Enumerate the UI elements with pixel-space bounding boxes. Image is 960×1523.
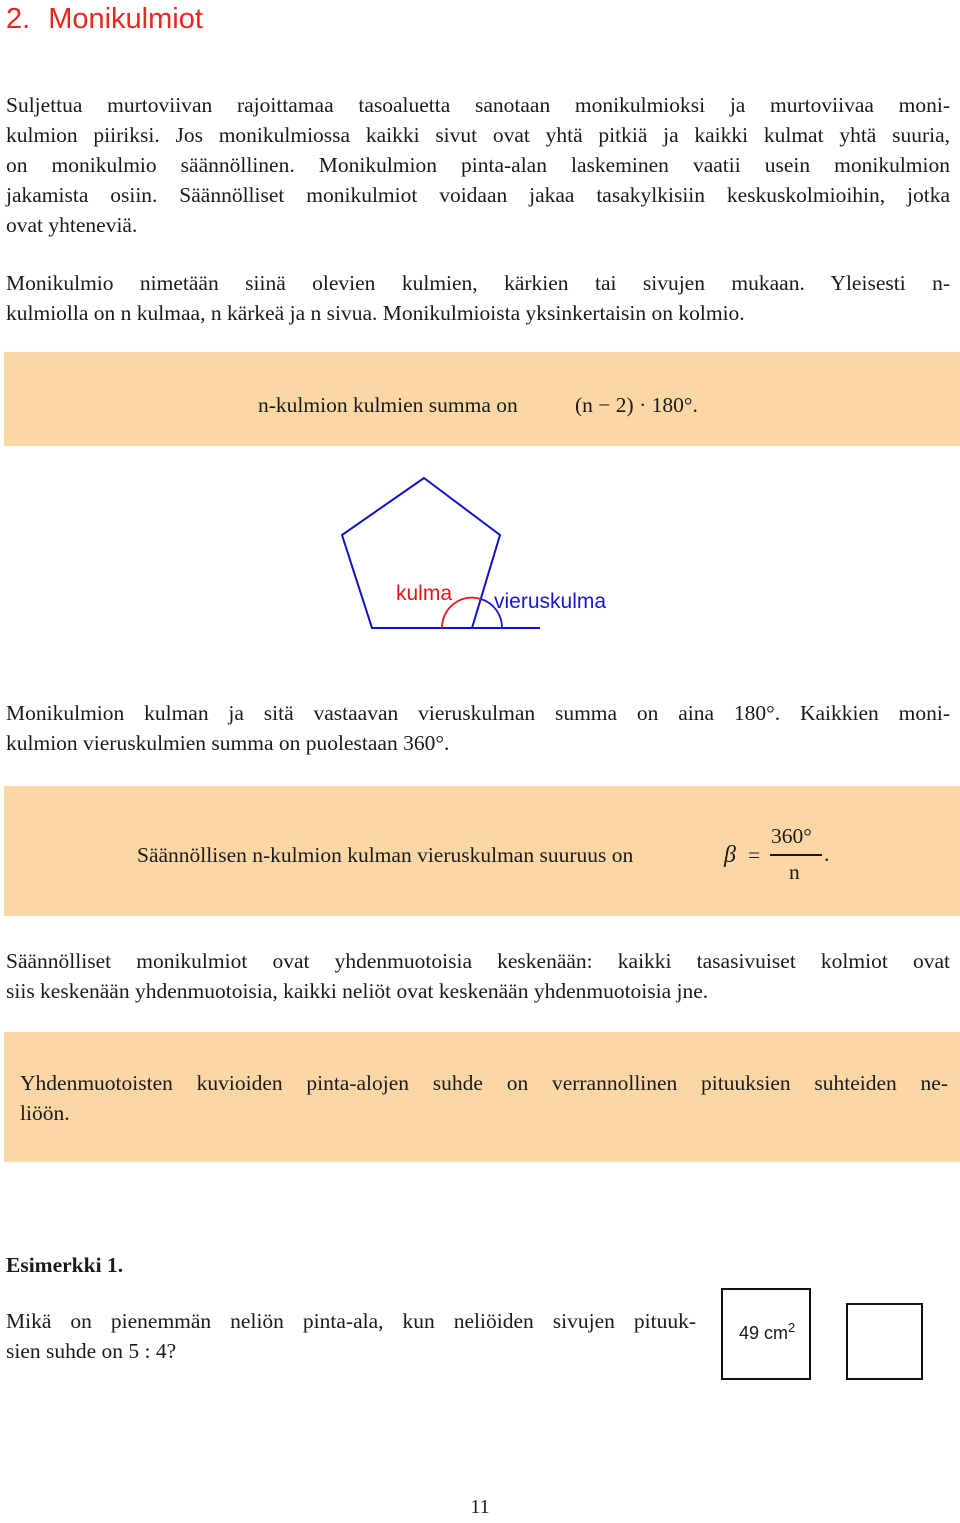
area-ratio-box	[4, 1032, 960, 1162]
fraction-denominator: n	[789, 860, 800, 884]
fraction-numerator: 360°	[771, 824, 812, 848]
naming-paragraph	[6, 268, 950, 328]
smaller-square	[846, 1303, 923, 1380]
area-ratio-line: Yhdenmuotoisten kuvioiden pinta-alojen suhde on verrannollinen pituuksien suhteiden ne-	[20, 1071, 948, 1095]
pentagon-shape	[342, 478, 500, 628]
angle-sum-box	[4, 352, 960, 446]
intro-line: Suljettua murtoviivan rajoittamaa tasoaluetta sanotaan monikulmioksi ja murtoviivaa moni-	[6, 93, 950, 117]
fraction-bar	[770, 854, 822, 856]
exterior-angle-box	[4, 786, 960, 916]
example-line: sien suhde on 5 : 4?	[6, 1339, 177, 1363]
area-exponent: 2	[788, 1320, 796, 1335]
example-line: Mikä on pienemmän neliön pinta-ala, kun neliöiden sivujen pituuk-	[6, 1309, 696, 1333]
exterior-sum-line: Monikulmion kulman ja sitä vastaavan vieruskulman summa on aina 180°. Kaikkien moni-	[6, 701, 950, 725]
heading-number: 2.	[6, 3, 31, 35]
exterior-angle-label: vieruskulma	[494, 590, 607, 613]
page-number: 11	[470, 1496, 490, 1518]
angle-sum-text: n-kulmion kulmien summa on	[258, 393, 518, 417]
beta-symbol: β	[724, 842, 736, 868]
naming-line: Monikulmio nimetään siinä olevien kulmien, kärkien tai sivujen mukaan. Yleisesti n-	[6, 271, 950, 295]
example-title: Esimerkki 1.	[6, 1253, 124, 1277]
exterior-sum-paragraph	[6, 698, 950, 758]
area-value: 49 cm	[739, 1323, 789, 1343]
equals-sign: =	[748, 843, 761, 867]
exterior-angle-text: Säännöllisen n-kulmion kulman vieruskulman suuruus on	[137, 843, 634, 867]
page-heading	[6, 0, 203, 38]
angle-sum-formula: (n − 2) · 180°.	[575, 393, 698, 417]
similarity-paragraph	[6, 946, 950, 1006]
formula-period: .	[824, 842, 830, 866]
intro-line: ovat yhteneviä.	[6, 213, 138, 237]
pentagon-figure	[330, 470, 630, 640]
similarity-line: siis keskenään yhdenmuotoisia, kaikki neliöt ovat keskenään yhdenmuotoisia jne.	[6, 979, 709, 1003]
heading-title: Monikulmiot	[48, 3, 203, 35]
intro-paragraph	[6, 90, 950, 240]
example-question	[6, 1306, 696, 1366]
intro-line: jakamista osiin. Säännölliset monikulmiot voidaan jakaa tasakylkisiin keskuskolmioihin, jotka	[6, 183, 950, 207]
similarity-line: Säännölliset monikulmiot ovat yhdenmuotoisia keskenään: kaikki tasasivuiset kolmiot ovat	[6, 949, 950, 973]
angle-label: kulma	[396, 582, 453, 605]
intro-line: kulmion piiriksi. Jos monikulmiossa kaikki sivut ovat yhtä pitkiä ja kaikki kulmat yhtä suuria,	[6, 123, 950, 147]
naming-line: kulmiolla on n kulmaa, n kärkeä ja n sivua. Monikulmioista yksinkertaisin on kolmio.	[6, 301, 745, 325]
larger-square	[721, 1288, 811, 1380]
exterior-sum-line: kulmion vieruskulmien summa on puolestaan 360°.	[6, 731, 450, 755]
larger-square-area	[739, 1320, 795, 1344]
area-ratio-line: liöön.	[20, 1101, 70, 1125]
intro-line: on monikulmio säännöllinen. Monikulmion pinta-alan laskeminen vaatii usein monikulmion	[6, 153, 950, 177]
